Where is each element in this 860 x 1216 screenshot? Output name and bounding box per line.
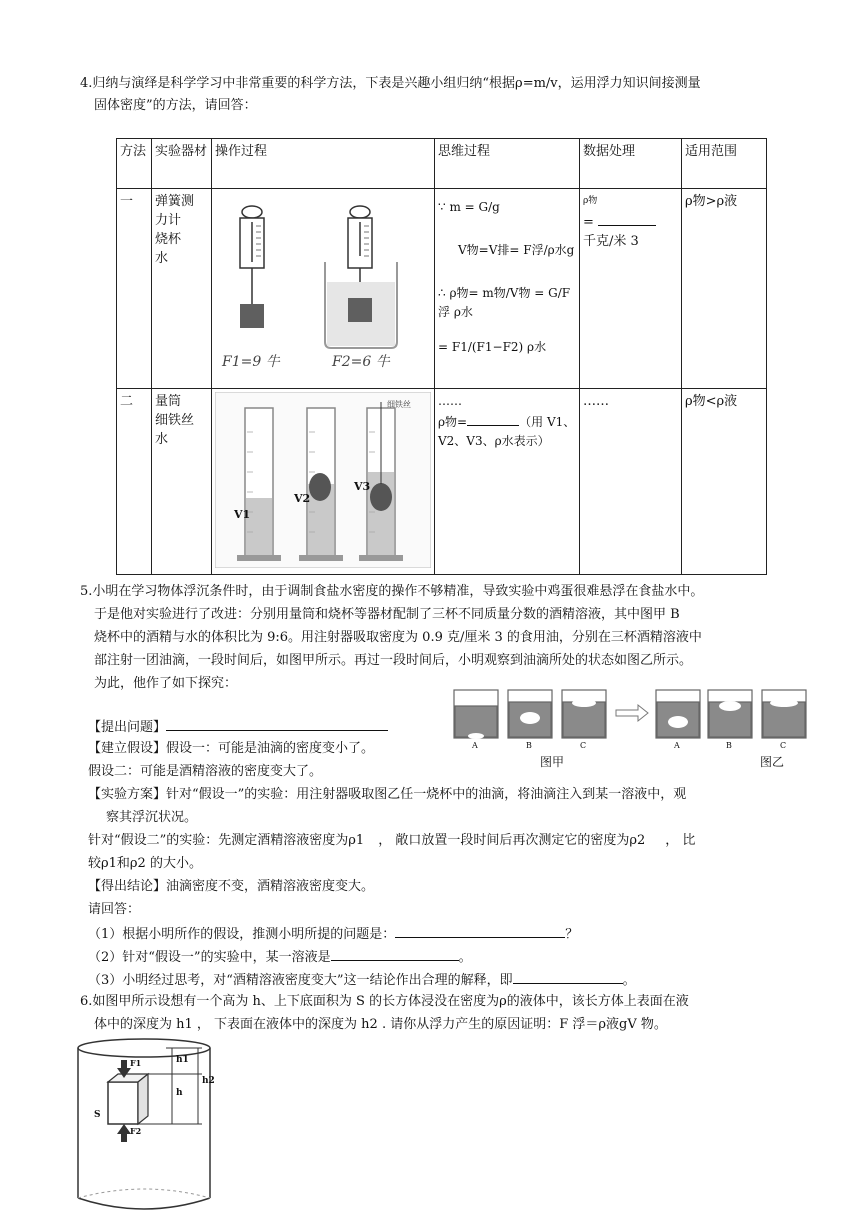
q5-sub-2 <box>88 946 472 967</box>
beaker-label-c1: C <box>580 741 587 750</box>
q5-sub-3 <box>88 969 636 990</box>
q5-hypo-2: 假设二：可能是酒精溶液的密度变大了。 <box>88 764 323 779</box>
row2-method: 二 <box>117 389 152 575</box>
q5-answer-prompt: 请回答： <box>88 902 141 917</box>
q5-sub-3-end: 。 <box>622 973 636 988</box>
q5-line-2: 烧杯中的酒精与水的体积比为 9:6。用注射器吸取密度为 0.9 克/厘米 3 的食用油，分别在三杯酒精溶液中 <box>94 630 702 645</box>
q5-line-3: 部注射一团油滴，一段时间后，如图甲所示。再过一段时间后，小明观察到油滴所处的状态如图乙所示。 <box>94 653 693 668</box>
fig-jia-caption: 图甲 <box>540 755 565 769</box>
header-range: 适用范围 <box>682 139 767 189</box>
q5-question-label: 【提出问题】 <box>88 720 167 735</box>
q5-plan-3a: 针对“假设二”的实验：先测定酒精溶液密度为ρ1 <box>88 833 365 848</box>
row1-thinking <box>435 189 580 389</box>
row2-think-3: V2、V3、ρ水表示） <box>438 434 550 448</box>
q5-sub-1-blank[interactable] <box>395 923 565 938</box>
h1-label: h1 <box>176 1055 189 1065</box>
row1-procedure <box>212 189 435 389</box>
row1-data-unit: 千克/米 3 <box>583 234 639 249</box>
row1-data <box>580 189 682 389</box>
q5-plan-1: 【实验方案】针对“假设一”的实验：用注射器吸取图乙任一烧杯中的油滴，将油滴注入到某一溶液中，观 <box>88 787 687 802</box>
header-procedure: 操作过程 <box>212 139 435 189</box>
q5-line-0: 5.小明在学习物体浮沉条件时，由于调制食盐水密度的操作不够精准，导致实验中鸡蛋很难悬浮在食盐水中。 <box>80 584 704 599</box>
header-materials <box>152 139 212 189</box>
row2-material-2: 水 <box>155 432 169 447</box>
q5-plan-2: 察其浮沉状况。 <box>106 810 198 825</box>
row1-materials <box>152 189 212 389</box>
q4-table <box>116 138 767 575</box>
header-data: 数据处理 <box>580 139 682 189</box>
q5-plan-3b: ， 敞口放置一段时间后再次测定它的密度为ρ2 <box>378 833 646 848</box>
q5-sub-1 <box>88 923 578 944</box>
beaker-label-b2: B <box>726 741 732 750</box>
beaker-label-a2: A <box>674 741 680 750</box>
q5-sub-1-text: （1）根据小明所作的假设，推测小明所提的问题是： <box>88 927 396 942</box>
q4-intro-line1: 4.归纳与演绎是科学学习中非常重要的科学方法，下表是兴趣小组归纳“根据ρ=m/v，运用浮力知识间接测量 <box>80 76 701 91</box>
q5-plan-3 <box>88 831 695 850</box>
row2-think-1: …… <box>438 394 462 408</box>
q5-hypo-1: 【建立假设】假设一：可能是油滴的密度变小了。 <box>88 741 375 756</box>
f1-label: F1=9 牛 <box>222 354 280 370</box>
q5-conclusion: 【得出结论】油滴密度不变，酒精溶液密度变大。 <box>88 879 375 894</box>
header-materials-text: 实验器材 <box>155 144 208 159</box>
beaker-label-a1: A <box>472 741 478 750</box>
q5-sub-1-end: ？ <box>565 927 579 942</box>
row1-data-blank[interactable] <box>598 211 656 226</box>
header-thinking: 思维过程 <box>435 139 580 189</box>
row2-think-2-line <box>438 411 576 432</box>
row2-think-2-prefix: ρ物= <box>438 415 468 429</box>
q5-line-4: 为此，他作了如下探究： <box>94 676 238 691</box>
row1-method: 一 <box>117 189 152 389</box>
q5-sub-3-text: （3）小明经过思考，对“酒精溶液密度变大”这一结论作出合理的解释，即 <box>88 973 513 988</box>
q5-sub-3-blank[interactable] <box>513 969 623 984</box>
s-label: S <box>94 1110 101 1120</box>
q5-sub-2-blank[interactable] <box>331 946 459 961</box>
v1-label: V1 <box>234 508 251 521</box>
immersed-block-figure <box>74 1036 224 1216</box>
row2-think-2-suffix: （用 V1、 <box>519 415 576 429</box>
q6-line-1: 6.如图甲所示设想有一个高为 h、上下底面积为 S 的长方体浸没在密度为ρ的液体中，该长方体上表面在液 <box>80 994 689 1009</box>
beaker-label-b1: B <box>526 741 532 750</box>
row1-data-eq-line <box>583 211 678 232</box>
row2-density-blank[interactable] <box>467 411 519 426</box>
q5-question-line <box>88 716 388 737</box>
f2-force-label: F2 <box>130 1126 142 1136</box>
row1-think-2: V物=V排= F浮/ρ水g <box>458 243 575 257</box>
v3-label: V3 <box>354 480 371 493</box>
q5-sub-2-end: 。 <box>458 950 472 965</box>
row2-range: ρ物<ρ液 <box>682 389 767 575</box>
header-method: 方法 <box>117 139 152 189</box>
row1-data-eq: = <box>583 215 594 230</box>
f1-force-label: F1 <box>130 1058 142 1068</box>
oil-drop-figure <box>452 688 814 758</box>
q5-question-blank[interactable] <box>166 716 388 731</box>
row2-procedure <box>212 389 435 575</box>
iron-wire-label: 细铁丝 <box>387 400 411 409</box>
row1-material-0: 弹簧测 <box>155 194 195 209</box>
v2-label: V2 <box>294 492 311 505</box>
row2-data: …… <box>580 389 682 575</box>
q5-plan-4: 较ρ1和ρ2 的大小。 <box>88 856 202 871</box>
row1-material-3: 水 <box>155 251 169 266</box>
row2-material-0: 量筒 <box>155 394 182 409</box>
h2-label: h2 <box>202 1076 215 1086</box>
q5-sub-2-text: （2）针对“假设一”的实验中，某一溶液是 <box>88 950 331 965</box>
row1-material-2: 烧杯 <box>155 232 182 247</box>
beaker-label-c2: C <box>780 741 787 750</box>
q5-plan-3c: ， 比 <box>665 833 696 848</box>
row2-materials <box>152 389 212 575</box>
row1-material-1: 力计 <box>155 213 182 228</box>
row1-think-4: = F1/(F1−F2) ρ水 <box>438 340 547 354</box>
row1-think-3: ∴ ρ物= m物/V物 = G/F浮 ρ水 <box>438 286 571 319</box>
h-label: h <box>176 1088 183 1098</box>
q6-line-2: 体中的深度为 h1 ， 下表面在液体中的深度为 h2 . 请你从浮力产生的原因证明：F 浮＝ρ液gV 物。 <box>94 1017 667 1032</box>
f2-label: F2=6 牛 <box>332 354 390 370</box>
row1-range: ρ物>ρ液 <box>682 189 767 389</box>
q4-intro-line2: 固体密度”的方法，请回答： <box>94 98 257 113</box>
graduated-cylinder-figure <box>215 392 431 568</box>
fig-yi-caption: 图乙 <box>760 755 785 769</box>
row2-thinking <box>435 389 580 575</box>
row2-material-1: 细铁丝 <box>155 413 195 428</box>
q5-line-1: 于是他对实验进行了改进：分别用量筒和烧杯等器材配制了三杯不同质量分数的酒精溶液，其中图甲 B <box>94 607 680 622</box>
row1-think-1: ∵ m = G/g <box>438 200 500 214</box>
row1-data-label: ρ物 <box>583 196 598 206</box>
